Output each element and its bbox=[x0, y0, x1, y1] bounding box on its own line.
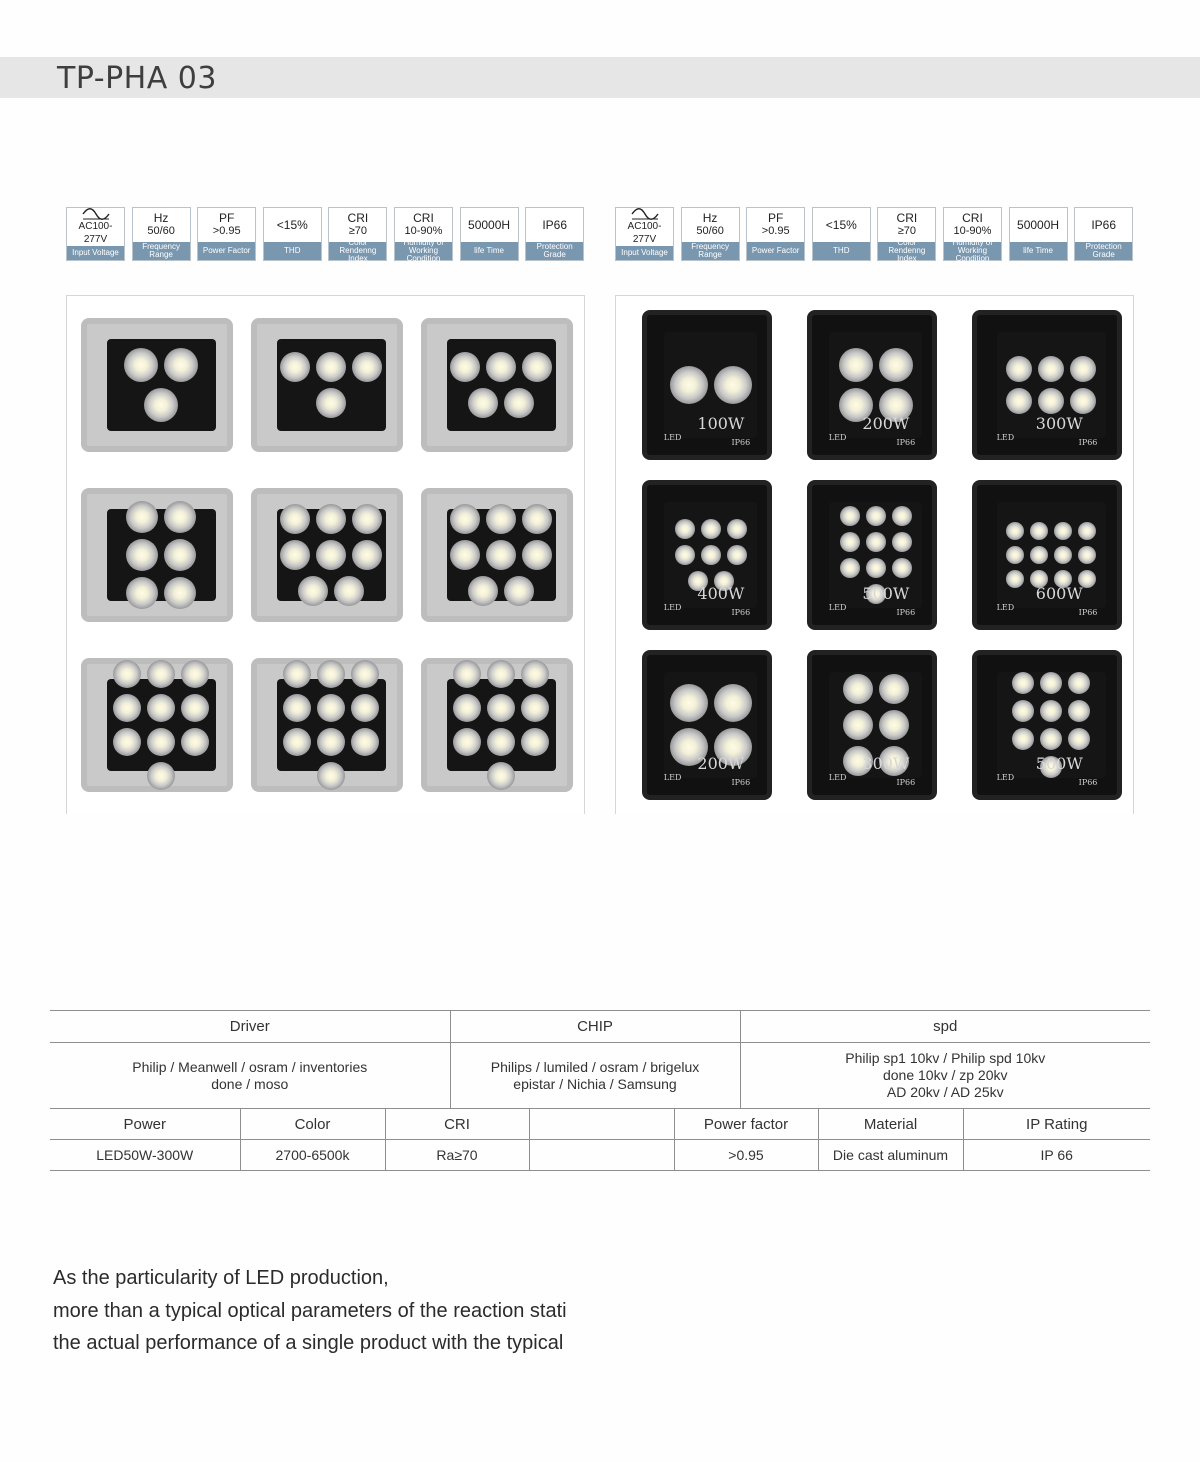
led-lens bbox=[113, 694, 141, 722]
led-label: LED bbox=[663, 773, 682, 783]
floodlight-face bbox=[447, 339, 556, 432]
led-lens bbox=[1040, 672, 1062, 694]
value-power-factor: >0.95 bbox=[674, 1140, 818, 1171]
floodlight-product bbox=[642, 480, 772, 630]
spec-frequency: Hz 50/60 Frequency Range bbox=[132, 207, 191, 261]
floodlight-face bbox=[447, 679, 556, 772]
value-cri: Ra≥70 bbox=[385, 1140, 529, 1171]
floodlight-housing bbox=[251, 488, 403, 622]
floodlight-product bbox=[807, 310, 937, 460]
led-lens bbox=[843, 710, 873, 740]
product-panel-black bbox=[615, 295, 1134, 814]
led-lens bbox=[1006, 522, 1024, 540]
led-lens bbox=[181, 660, 209, 688]
led-lens bbox=[1006, 388, 1032, 414]
floodlight-housing bbox=[807, 480, 937, 630]
led-lens bbox=[487, 660, 515, 688]
led-lens bbox=[113, 660, 141, 688]
header-driver: Driver bbox=[50, 1011, 450, 1043]
led-lens bbox=[675, 545, 695, 565]
led-label: LED bbox=[828, 433, 847, 443]
spec-humidity: CRI 10-90% Humidity of Working Condition bbox=[394, 207, 453, 261]
led-lens bbox=[879, 348, 913, 382]
spec-power-factor: PF >0.95 Power Factor bbox=[197, 207, 256, 261]
led-label: LED bbox=[996, 603, 1015, 613]
led-lens bbox=[1030, 522, 1048, 540]
product-panel-grey bbox=[66, 295, 585, 814]
led-lens bbox=[840, 506, 860, 526]
header-empty bbox=[529, 1109, 674, 1140]
wattage-label: 200W bbox=[862, 413, 910, 433]
production-note: As the particularity of LED production, more than a typical optical parameters of the reaction stati the actual performance of a single product with the typical bbox=[53, 1267, 567, 1354]
led-lens bbox=[521, 694, 549, 722]
floodlight-product bbox=[421, 488, 573, 622]
led-lens bbox=[352, 352, 382, 382]
header-material: Material bbox=[818, 1109, 963, 1140]
led-lens bbox=[521, 660, 549, 688]
led-lens bbox=[521, 728, 549, 756]
wattage-label: 500W bbox=[862, 583, 910, 603]
led-lens bbox=[147, 694, 175, 722]
led-lens bbox=[714, 684, 752, 722]
sine-wave-icon bbox=[81, 208, 111, 220]
header-power: Power bbox=[50, 1109, 240, 1140]
floodlight-product bbox=[972, 480, 1122, 630]
ip-label: IP66 bbox=[731, 607, 751, 617]
floodlight-product bbox=[972, 310, 1122, 460]
led-lens bbox=[727, 519, 747, 539]
led-lens bbox=[468, 388, 498, 418]
led-lens bbox=[1006, 356, 1032, 382]
floodlight-product bbox=[642, 310, 772, 460]
led-lens bbox=[317, 762, 345, 790]
led-lens bbox=[1054, 522, 1072, 540]
page-title: TP-PHA 03 bbox=[57, 61, 217, 96]
spec-strip-left bbox=[66, 207, 591, 263]
value-ip-rating: IP 66 bbox=[963, 1140, 1150, 1171]
floodlight-product bbox=[421, 318, 573, 452]
floodlight-housing bbox=[421, 658, 573, 792]
ip-label: IP66 bbox=[1078, 437, 1098, 447]
led-lens bbox=[522, 540, 552, 570]
floodlight-face bbox=[277, 509, 386, 602]
led-lens bbox=[450, 540, 480, 570]
led-lens bbox=[670, 366, 708, 404]
sine-wave-icon bbox=[630, 208, 660, 220]
led-lens bbox=[450, 504, 480, 534]
floodlight-housing bbox=[642, 310, 772, 460]
led-lens bbox=[468, 576, 498, 606]
floodlight-housing bbox=[421, 318, 573, 452]
spec-thd: <15% THD bbox=[263, 207, 322, 261]
led-lens bbox=[316, 540, 346, 570]
spec-thd: <15% THD bbox=[812, 207, 871, 261]
led-lens bbox=[727, 545, 747, 565]
led-lens bbox=[1012, 672, 1034, 694]
floodlight-product bbox=[642, 650, 772, 800]
led-lens bbox=[283, 694, 311, 722]
floodlight-product bbox=[421, 658, 573, 792]
floodlight-product bbox=[251, 318, 403, 452]
led-lens bbox=[453, 660, 481, 688]
led-lens bbox=[164, 348, 198, 382]
led-lens bbox=[486, 504, 516, 534]
led-lens bbox=[1006, 570, 1024, 588]
led-lens bbox=[1040, 728, 1062, 750]
value-empty bbox=[529, 1140, 674, 1171]
led-lens bbox=[147, 762, 175, 790]
floodlight-housing bbox=[807, 650, 937, 800]
led-lens bbox=[147, 660, 175, 688]
floodlight-product bbox=[807, 480, 937, 630]
cell-spd: Philip sp1 10kv / Philip spd 10kv done 10kv / zp 20kv AD 20kv / AD 25kv bbox=[740, 1043, 1150, 1109]
floodlight-face bbox=[107, 509, 216, 602]
led-lens bbox=[164, 539, 196, 571]
cell-chip: Philips / lumiled / osram / brigelux epistar / Nichia / Samsung bbox=[450, 1043, 740, 1109]
ip-label: IP66 bbox=[731, 777, 751, 787]
led-lens bbox=[486, 352, 516, 382]
wattage-label: 200W bbox=[697, 753, 745, 773]
header-ip-rating: IP Rating bbox=[963, 1109, 1150, 1140]
floodlight-housing bbox=[251, 658, 403, 792]
led-label: LED bbox=[828, 603, 847, 613]
led-lens bbox=[892, 558, 912, 578]
floodlight-product bbox=[807, 650, 937, 800]
led-lens bbox=[1068, 728, 1090, 750]
spec-input-voltage: AC100-277V Input Voltage bbox=[615, 207, 674, 261]
floodlight-product bbox=[81, 488, 233, 622]
led-lens bbox=[1070, 356, 1096, 382]
header-color: Color bbox=[240, 1109, 385, 1140]
parameters-table bbox=[50, 1109, 1150, 1171]
wattage-label: 600W bbox=[1035, 583, 1083, 603]
led-lens bbox=[1068, 700, 1090, 722]
led-lens bbox=[866, 506, 886, 526]
led-lens bbox=[486, 540, 516, 570]
floodlight-housing bbox=[642, 480, 772, 630]
led-lens bbox=[181, 694, 209, 722]
header-spd: spd bbox=[740, 1011, 1150, 1043]
led-lens bbox=[670, 684, 708, 722]
wattage-label: 300W bbox=[1035, 413, 1083, 433]
led-lens bbox=[879, 674, 909, 704]
led-lens bbox=[1054, 546, 1072, 564]
components-table bbox=[50, 1010, 1150, 1109]
led-lens bbox=[283, 660, 311, 688]
led-lens bbox=[487, 728, 515, 756]
led-lens bbox=[124, 348, 158, 382]
led-lens bbox=[504, 388, 534, 418]
floodlight-housing bbox=[421, 488, 573, 622]
floodlight-housing bbox=[642, 650, 772, 800]
led-lens bbox=[839, 348, 873, 382]
led-lens bbox=[316, 352, 346, 382]
led-lens bbox=[714, 366, 752, 404]
led-label: LED bbox=[996, 433, 1015, 443]
wattage-label: 500W bbox=[1035, 753, 1083, 773]
led-lens bbox=[317, 694, 345, 722]
led-lens bbox=[352, 504, 382, 534]
led-lens bbox=[1012, 728, 1034, 750]
spec-lifetime: 50000H life Time bbox=[460, 207, 519, 261]
led-lens bbox=[164, 577, 196, 609]
ip-label: IP66 bbox=[731, 437, 751, 447]
floodlight-product bbox=[81, 658, 233, 792]
spec-cri: CRI ≥70 Color Rendenng Index bbox=[328, 207, 387, 261]
led-lens bbox=[1006, 546, 1024, 564]
led-lens bbox=[1030, 546, 1048, 564]
led-lens bbox=[1012, 700, 1034, 722]
led-lens bbox=[316, 504, 346, 534]
led-lens bbox=[843, 674, 873, 704]
spec-lifetime: 50000H life Time bbox=[1009, 207, 1068, 261]
wattage-label: 300W bbox=[862, 753, 910, 773]
led-lens bbox=[522, 504, 552, 534]
led-label: LED bbox=[663, 603, 682, 613]
floodlight-face bbox=[107, 679, 216, 772]
led-lens bbox=[351, 728, 379, 756]
value-material: Die cast aluminum bbox=[818, 1140, 963, 1171]
led-lens bbox=[280, 504, 310, 534]
floodlight-product bbox=[251, 488, 403, 622]
spec-power-factor: PF >0.95 Power Factor bbox=[746, 207, 805, 261]
led-lens bbox=[144, 388, 178, 422]
spec-humidity: CRI 10-90% Humidity of Working Condition bbox=[943, 207, 1002, 261]
led-lens bbox=[1040, 700, 1062, 722]
product-grid-grey bbox=[77, 306, 574, 814]
led-lens bbox=[1038, 356, 1064, 382]
led-lens bbox=[280, 540, 310, 570]
led-label: LED bbox=[663, 433, 682, 443]
spec-frequency: Hz 50/60 Frequency Range bbox=[681, 207, 740, 261]
ip-label: IP66 bbox=[896, 777, 916, 787]
floodlight-product bbox=[251, 658, 403, 792]
header-chip: CHIP bbox=[450, 1011, 740, 1043]
product-grid-black bbox=[626, 306, 1123, 814]
led-lens bbox=[675, 519, 695, 539]
floodlight-housing bbox=[81, 488, 233, 622]
led-lens bbox=[1078, 546, 1096, 564]
led-lens bbox=[487, 762, 515, 790]
led-lens bbox=[334, 576, 364, 606]
floodlight-product bbox=[972, 650, 1122, 800]
wattage-label: 100W bbox=[697, 413, 745, 433]
led-lens bbox=[866, 532, 886, 552]
spec-protection: IP66 Protection Grade bbox=[1074, 207, 1133, 261]
led-lens bbox=[840, 558, 860, 578]
led-lens bbox=[351, 660, 379, 688]
led-lens bbox=[283, 728, 311, 756]
led-lens bbox=[453, 694, 481, 722]
led-lens bbox=[522, 352, 552, 382]
led-lens bbox=[280, 352, 310, 382]
led-lens bbox=[317, 728, 345, 756]
led-lens bbox=[351, 694, 379, 722]
led-lens bbox=[701, 545, 721, 565]
floodlight-housing bbox=[807, 310, 937, 460]
led-lens bbox=[1038, 388, 1064, 414]
ip-label: IP66 bbox=[896, 607, 916, 617]
cell-driver: Philip / Meanwell / osram / inventories done / moso bbox=[50, 1043, 450, 1109]
led-lens bbox=[504, 576, 534, 606]
floodlight-product bbox=[81, 318, 233, 452]
led-lens bbox=[126, 501, 158, 533]
value-power: LED50W-300W bbox=[50, 1140, 240, 1171]
floodlight-housing bbox=[81, 658, 233, 792]
spec-input-voltage: AC100-277V Input Voltage bbox=[66, 207, 125, 261]
floodlight-housing bbox=[251, 318, 403, 452]
led-lens bbox=[450, 352, 480, 382]
led-lens bbox=[1068, 672, 1090, 694]
led-lens bbox=[113, 728, 141, 756]
led-lens bbox=[181, 728, 209, 756]
ip-label: IP66 bbox=[1078, 607, 1098, 617]
floodlight-housing bbox=[972, 480, 1122, 630]
led-lens bbox=[147, 728, 175, 756]
led-lens bbox=[879, 710, 909, 740]
spec-strip-right bbox=[615, 207, 1140, 263]
spec-protection: IP66 Protection Grade bbox=[525, 207, 584, 261]
led-lens bbox=[866, 558, 886, 578]
led-lens bbox=[126, 539, 158, 571]
led-lens bbox=[1078, 522, 1096, 540]
led-label: LED bbox=[828, 773, 847, 783]
led-lens bbox=[487, 694, 515, 722]
floodlight-face bbox=[447, 509, 556, 602]
led-lens bbox=[701, 519, 721, 539]
title-bar bbox=[0, 57, 1200, 98]
spec-cri: CRI ≥70 Color Rendenng Index bbox=[877, 207, 936, 261]
led-lens bbox=[352, 540, 382, 570]
led-lens bbox=[453, 728, 481, 756]
floodlight-face bbox=[107, 339, 216, 432]
led-lens bbox=[316, 388, 346, 418]
floodlight-housing bbox=[972, 310, 1122, 460]
floodlight-face bbox=[277, 679, 386, 772]
led-lens bbox=[317, 660, 345, 688]
ip-label: IP66 bbox=[896, 437, 916, 447]
led-lens bbox=[892, 506, 912, 526]
value-color: 2700-6500k bbox=[240, 1140, 385, 1171]
led-label: LED bbox=[996, 773, 1015, 783]
header-power-factor: Power factor bbox=[674, 1109, 818, 1140]
wattage-label: 400W bbox=[697, 583, 745, 603]
ip-label: IP66 bbox=[1078, 777, 1098, 787]
led-lens bbox=[892, 532, 912, 552]
led-lens bbox=[1070, 388, 1096, 414]
led-lens bbox=[126, 577, 158, 609]
header-cri: CRI bbox=[385, 1109, 529, 1140]
floodlight-housing bbox=[81, 318, 233, 452]
floodlight-housing bbox=[972, 650, 1122, 800]
led-lens bbox=[840, 532, 860, 552]
led-lens bbox=[164, 501, 196, 533]
led-lens bbox=[298, 576, 328, 606]
floodlight-face bbox=[277, 339, 386, 432]
